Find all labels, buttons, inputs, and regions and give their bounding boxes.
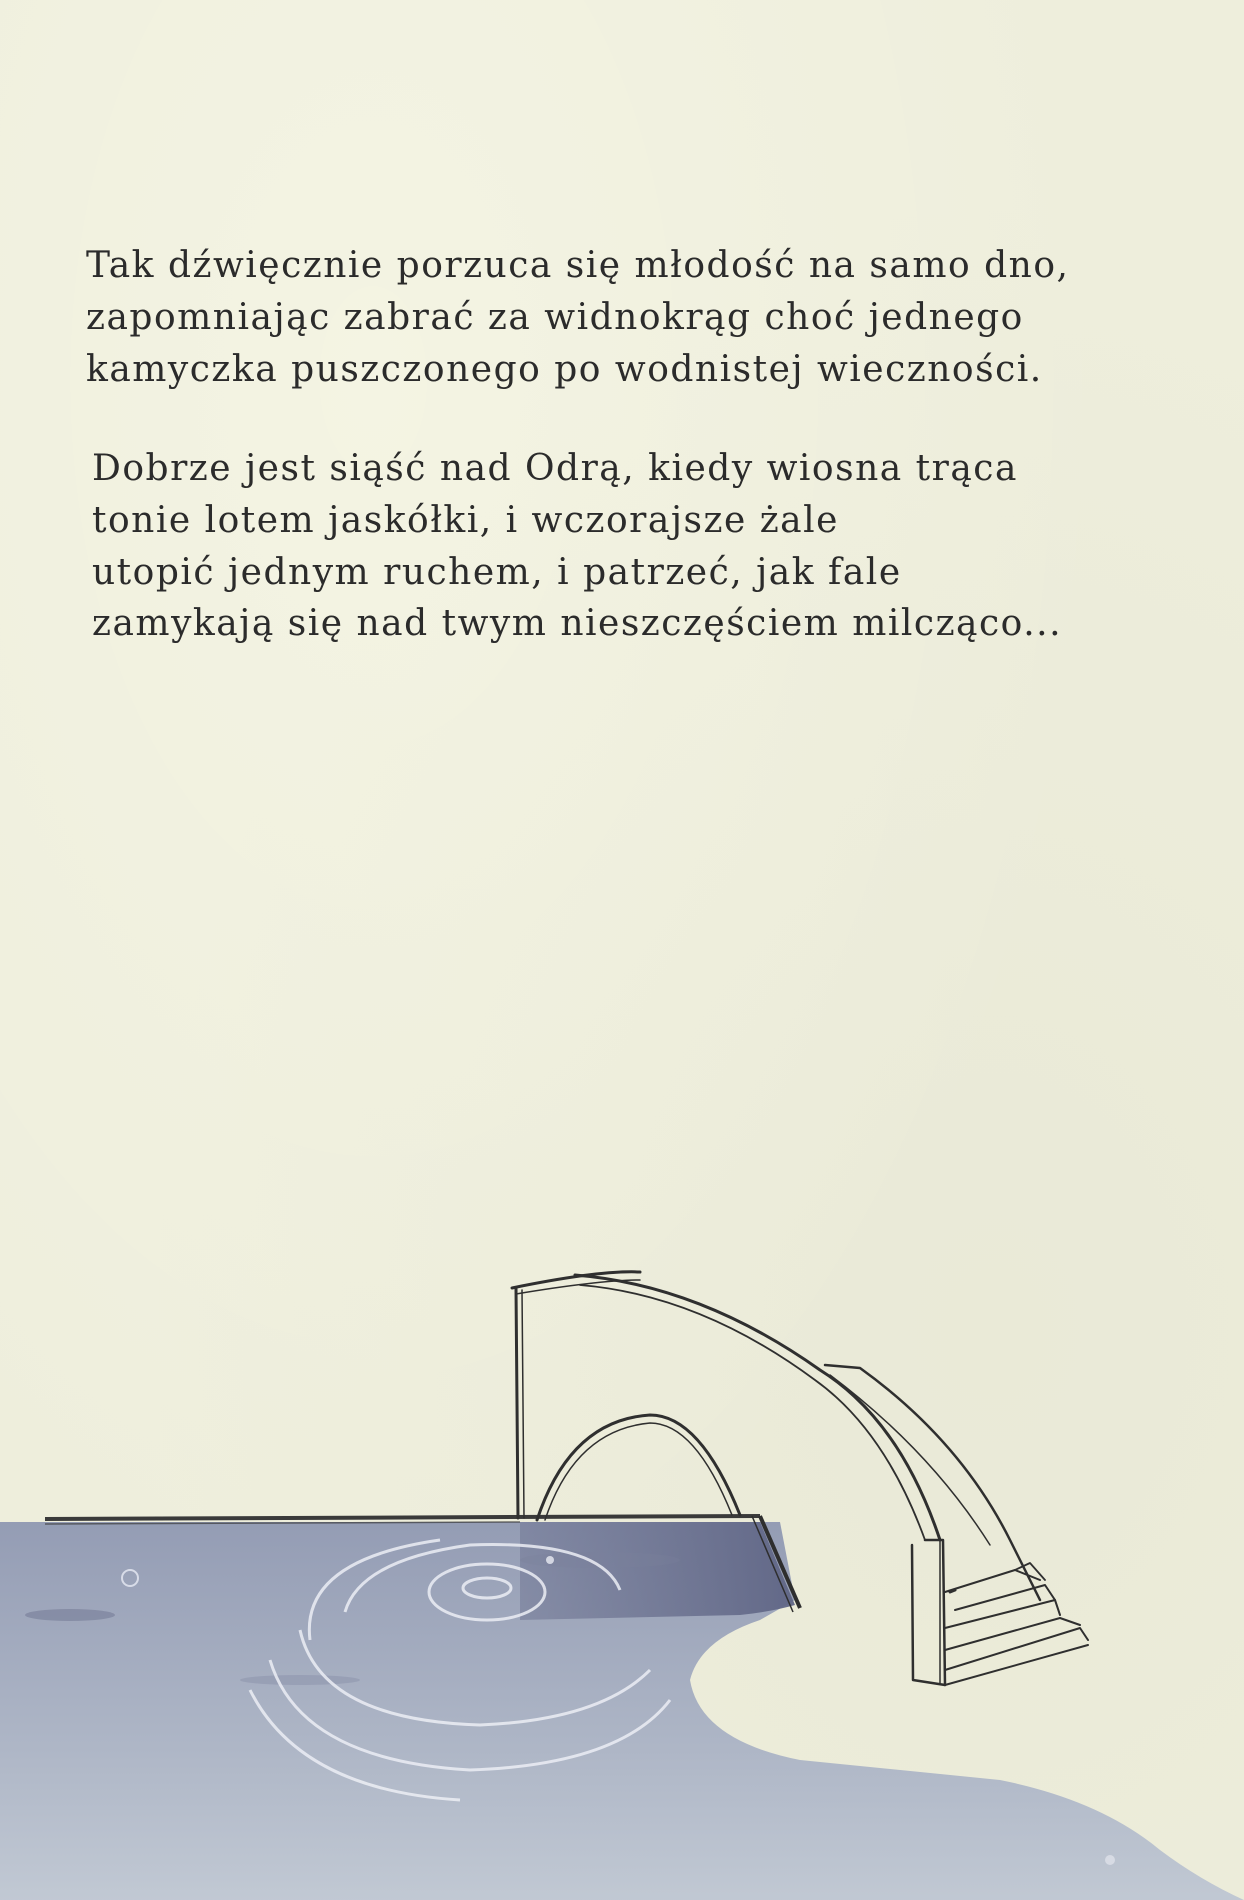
poem-line: zapomniając zabrać za widnokrąg choć jednego	[86, 296, 1024, 338]
poem-line: tonie lotem jaskółki, i wczorajsze żale	[92, 499, 839, 541]
poem-stanza-1	[86, 240, 1069, 395]
poem-line: Tak dźwięcznie porzuca się młodość na samo dno,	[86, 245, 1070, 286]
poem-line: utopić jednym ruchem, i patrzeć, jak fale	[92, 551, 902, 593]
poem-line: zamykają się nad twym nieszczęściem milcząco...	[92, 603, 1063, 645]
poem-line: kamyczka puszczonego po wodnistej wieczności.	[86, 348, 1043, 390]
pool-edge	[45, 1516, 760, 1519]
platform-shadow	[520, 1522, 795, 1620]
pool-slide-illustration	[0, 1250, 1244, 1900]
poem-line: Dobrze jest siąść nad Odrą, kiedy wiosna trąca	[92, 448, 1018, 489]
poem-stanza-2	[92, 443, 1062, 650]
